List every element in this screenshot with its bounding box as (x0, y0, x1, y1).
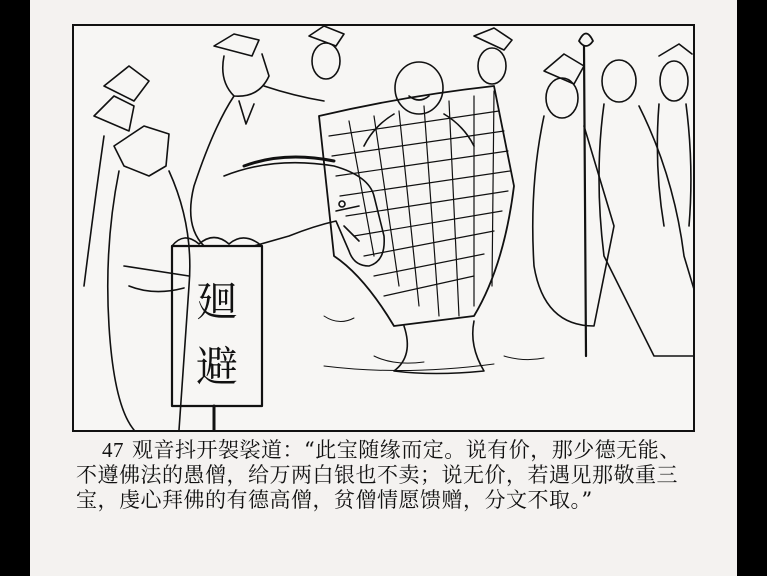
comic-page (30, 0, 737, 576)
sign-text-top: 廻 (195, 277, 239, 326)
official-figure (191, 34, 324, 246)
panel-caption (76, 438, 696, 513)
horse (224, 157, 384, 266)
background-figures (104, 26, 512, 101)
sign-text-bottom: 避 (195, 342, 239, 391)
kasaya-robe (319, 86, 514, 326)
attendant-figure-left (84, 96, 190, 430)
illustration-drawing (74, 26, 693, 430)
officials-right (533, 34, 693, 357)
caption-text: 观音抖开袈裟道：“此宝随缘而定。说有价，那少德无能、不遵佛法的愚僧，给万两白银也不卖；说无价，若遇见那敬重三宝，虔心拜佛的有德高僧，贫僧情愿馈赠，分文不取。” (76, 438, 681, 512)
illustration-panel (72, 24, 695, 432)
panel-number: 47 (102, 438, 124, 462)
ground-shadows (324, 316, 544, 363)
